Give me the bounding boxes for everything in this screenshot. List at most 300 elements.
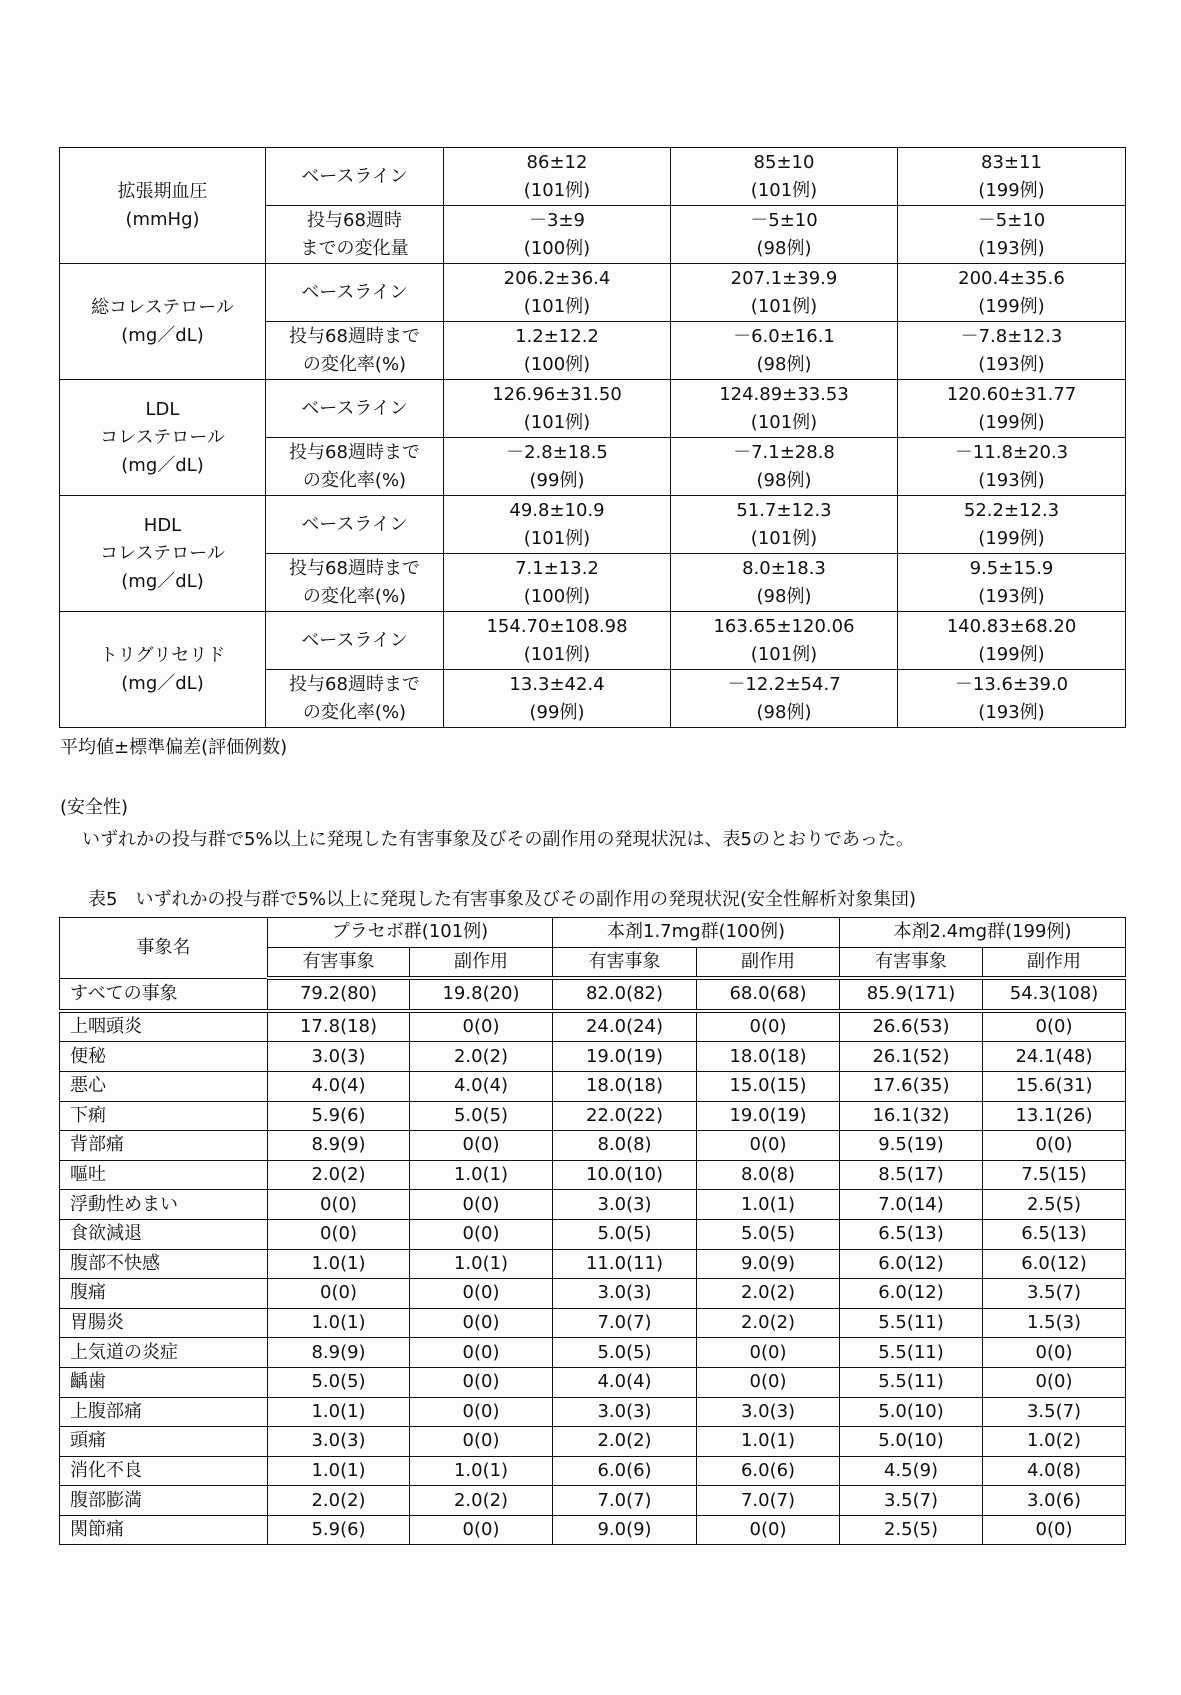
mean-sd: 52.2±12.3 xyxy=(963,499,1060,521)
cell-value: 17.6(35) xyxy=(840,1071,983,1101)
n-count: (193例) xyxy=(978,585,1045,607)
cell-value: 0(0) xyxy=(983,1338,1126,1368)
cell-value: 0(0) xyxy=(410,1279,553,1309)
cell-value: 0(0) xyxy=(697,1338,840,1368)
cell-value: 5.9(6) xyxy=(268,1515,410,1545)
cell-value: 1.0(1) xyxy=(268,1249,410,1279)
cell-value: 26.6(53) xyxy=(840,1011,983,1042)
mean-sd: 49.8±10.9 xyxy=(509,499,605,521)
cell-value: 7.0(14) xyxy=(840,1190,983,1220)
cell-value: 85.9(171) xyxy=(840,978,983,1011)
category-line: LDL xyxy=(145,398,180,420)
n-count: (101例) xyxy=(523,179,591,201)
category-line: トリグリセリド xyxy=(99,644,226,666)
cell-value: 2.5(5) xyxy=(983,1190,1126,1220)
cell-value: 3.0(6) xyxy=(983,1486,1126,1516)
mean-sd: 51.7±12.3 xyxy=(736,499,832,521)
cell-value xyxy=(671,264,898,322)
label-line: 投与68週時 xyxy=(307,209,402,231)
cell-value: 5.0(5) xyxy=(410,1101,553,1131)
table-row xyxy=(60,1279,1126,1309)
cell-value xyxy=(444,148,671,206)
cell-value: 5.5(11) xyxy=(840,1308,983,1338)
label-line: ベースライン xyxy=(301,513,408,535)
cell-value xyxy=(898,438,1126,496)
cell-value: 0(0) xyxy=(268,1219,410,1249)
measure-label xyxy=(266,264,444,322)
event-name: 腹部膨満 xyxy=(60,1486,268,1516)
section-heading-safety: (安全性) xyxy=(60,797,129,818)
cell-value xyxy=(898,554,1126,612)
category-line: コレステロール xyxy=(100,426,225,448)
cell-value: 16.1(32) xyxy=(840,1101,983,1131)
label-line: ベースライン xyxy=(301,165,408,187)
n-count: (193例) xyxy=(978,469,1045,491)
n-count: (199例) xyxy=(978,411,1045,433)
cell-value: 15.6(31) xyxy=(983,1071,1126,1101)
mean-sd: －6.0±16.1 xyxy=(733,325,835,347)
measure-label xyxy=(266,554,444,612)
all-events-row xyxy=(60,978,1126,1011)
cell-value: 3.5(7) xyxy=(983,1279,1126,1309)
cell-value: 5.5(11) xyxy=(840,1367,983,1397)
mean-sd: －7.8±12.3 xyxy=(960,325,1063,347)
category-line: (mg／dL) xyxy=(121,672,204,694)
mean-sd: －3±9 xyxy=(529,209,585,231)
cell-value: 3.0(3) xyxy=(553,1397,697,1427)
cell-value: 1.0(1) xyxy=(268,1456,410,1486)
n-count: (193例) xyxy=(978,237,1045,259)
cell-value: 6.0(12) xyxy=(983,1249,1126,1279)
cell-value: 8.5(17) xyxy=(840,1160,983,1190)
label-line: ベースライン xyxy=(301,397,408,419)
cell-value: 13.1(26) xyxy=(983,1101,1126,1131)
mean-sd: 83±11 xyxy=(981,151,1042,173)
table-row xyxy=(60,1160,1126,1190)
cell-value: 5.0(5) xyxy=(697,1219,840,1249)
category-line: (mg／dL) xyxy=(121,324,204,346)
table-row xyxy=(60,1515,1126,1545)
table-row xyxy=(60,1101,1126,1131)
cell-value: 7.0(7) xyxy=(553,1308,697,1338)
cell-value: 2.0(2) xyxy=(697,1308,840,1338)
event-name: 浮動性めまい xyxy=(60,1190,268,1220)
table-caption: 表5 いずれかの投与群で5%以上に発現した有害事象及びその副作用の発現状況(安全性解析対象集団) xyxy=(88,889,917,910)
parameter-category xyxy=(60,496,266,612)
table-row xyxy=(60,1456,1126,1486)
cell-value: 5.0(10) xyxy=(840,1427,983,1457)
event-name: 上咽頭炎 xyxy=(60,1011,268,1042)
mean-sd: 126.96±31.50 xyxy=(492,383,622,405)
cell-value: 8.0(8) xyxy=(697,1160,840,1190)
mean-sd: －13.6±39.0 xyxy=(954,673,1069,695)
table-footnote: 平均値±標準偏差(評価例数) xyxy=(60,737,288,758)
cell-value: 2.0(2) xyxy=(410,1042,553,1072)
cell-value xyxy=(898,148,1126,206)
table-row xyxy=(60,1219,1126,1249)
cell-value: 8.9(9) xyxy=(268,1338,410,1368)
cell-value xyxy=(444,206,671,264)
cell-value: 8.9(9) xyxy=(268,1131,410,1161)
event-name: 胃腸炎 xyxy=(60,1308,268,1338)
column-subheader: 有害事象 xyxy=(268,947,410,978)
header-row-groups xyxy=(60,918,1126,948)
column-subheader: 副作用 xyxy=(983,947,1126,978)
measure-label xyxy=(266,322,444,380)
cell-value: 1.0(2) xyxy=(983,1427,1126,1457)
event-name: 腹部不快感 xyxy=(60,1249,268,1279)
cell-value: 0(0) xyxy=(410,1131,553,1161)
cell-value: 54.3(108) xyxy=(983,978,1126,1011)
cell-value: 2.0(2) xyxy=(410,1486,553,1516)
event-name: すべての事象 xyxy=(60,978,268,1011)
measure-label xyxy=(266,148,444,206)
parameter-category xyxy=(60,148,266,264)
mean-sd: 8.0±18.3 xyxy=(742,557,826,579)
cell-value: 5.0(5) xyxy=(553,1338,697,1368)
n-count: (99例) xyxy=(529,469,585,491)
cell-value: 18.0(18) xyxy=(553,1071,697,1101)
cell-value: 2.0(2) xyxy=(553,1427,697,1457)
cell-value: 4.0(4) xyxy=(553,1367,697,1397)
category-line: コレステロール xyxy=(100,542,225,564)
measure-label xyxy=(266,380,444,438)
event-name: 関節痛 xyxy=(60,1515,268,1545)
cell-value: 5.0(5) xyxy=(268,1367,410,1397)
cell-value: 2.5(5) xyxy=(840,1515,983,1545)
cell-value: 0(0) xyxy=(410,1397,553,1427)
mean-sd: 85±10 xyxy=(753,151,815,173)
table-row xyxy=(60,1308,1126,1338)
cell-value: 6.0(6) xyxy=(697,1456,840,1486)
column-subheader: 有害事象 xyxy=(840,947,983,978)
cell-value xyxy=(898,322,1126,380)
n-count: (100例) xyxy=(523,585,591,607)
cell-value: 0(0) xyxy=(697,1515,840,1545)
table-row xyxy=(60,496,1126,554)
column-header-group: 本剤2.4mg群(199例) xyxy=(840,918,1126,948)
label-line: の変化率(%) xyxy=(302,353,407,375)
column-subheader: 副作用 xyxy=(410,947,553,978)
label-line: までの変化量 xyxy=(300,237,409,259)
mean-sd: 200.4±35.6 xyxy=(958,267,1065,289)
n-count: (98例) xyxy=(756,469,812,491)
table-row xyxy=(60,1131,1126,1161)
cell-value: 0(0) xyxy=(410,1219,553,1249)
table-row xyxy=(60,1427,1126,1457)
label-line: 投与68週時まで xyxy=(289,441,420,463)
cell-value: 8.0(8) xyxy=(553,1131,697,1161)
cell-value xyxy=(898,206,1126,264)
cell-value: 0(0) xyxy=(410,1308,553,1338)
n-count: (101例) xyxy=(750,527,818,549)
table-row xyxy=(60,1042,1126,1072)
cell-value: 6.5(13) xyxy=(840,1219,983,1249)
n-count: (100例) xyxy=(523,353,591,375)
column-header-event: 事象名 xyxy=(60,918,268,979)
category-line: (mg／dL) xyxy=(121,570,204,592)
cell-value: 0(0) xyxy=(410,1338,553,1368)
cell-value xyxy=(671,496,898,554)
cell-value xyxy=(671,612,898,670)
n-count: (101例) xyxy=(523,643,591,665)
cell-value: 0(0) xyxy=(983,1011,1126,1042)
n-count: (193例) xyxy=(978,353,1045,375)
n-count: (199例) xyxy=(978,527,1045,549)
cell-value: 68.0(68) xyxy=(697,978,840,1011)
n-count: (199例) xyxy=(978,179,1045,201)
cell-value: 0(0) xyxy=(410,1190,553,1220)
cell-value: 3.0(3) xyxy=(697,1397,840,1427)
cell-value: 0(0) xyxy=(410,1367,553,1397)
n-count: (100例) xyxy=(523,237,591,259)
cell-value: 1.0(1) xyxy=(697,1190,840,1220)
cell-value: 0(0) xyxy=(697,1367,840,1397)
cell-value xyxy=(898,380,1126,438)
table-row xyxy=(60,148,1126,206)
event-name: 上腹部痛 xyxy=(60,1397,268,1427)
mean-sd: －5±10 xyxy=(750,209,818,231)
n-count: (98例) xyxy=(756,585,812,607)
cell-value: 5.9(6) xyxy=(268,1101,410,1131)
mean-sd: 1.2±12.2 xyxy=(515,325,599,347)
n-count: (101例) xyxy=(523,411,591,433)
category-line: HDL xyxy=(143,514,182,536)
mean-sd: －2.8±18.5 xyxy=(506,441,608,463)
mean-sd: 163.65±120.06 xyxy=(713,615,855,637)
cell-value: 6.0(12) xyxy=(840,1249,983,1279)
n-count: (193例) xyxy=(978,701,1045,723)
column-subheader: 副作用 xyxy=(697,947,840,978)
cell-value: 9.0(9) xyxy=(697,1249,840,1279)
cell-value: 15.0(15) xyxy=(697,1071,840,1101)
cell-value: 0(0) xyxy=(268,1190,410,1220)
cell-value: 1.0(1) xyxy=(268,1308,410,1338)
event-name: 腹痛 xyxy=(60,1279,268,1309)
measure-label xyxy=(266,206,444,264)
table-row xyxy=(60,1397,1126,1427)
cell-value: 4.5(9) xyxy=(840,1456,983,1486)
cell-value xyxy=(444,670,671,728)
efficacy-table xyxy=(59,147,1126,728)
mean-sd: －5±10 xyxy=(977,209,1046,231)
mean-sd: 207.1±39.9 xyxy=(730,267,838,289)
table-row xyxy=(60,1190,1126,1220)
event-name: 下痢 xyxy=(60,1101,268,1131)
safety-paragraph: いずれかの投与群で5%以上に発現した有害事象及びその副作用の発現状況は、表5のとおりであった。 xyxy=(82,829,914,850)
n-count: (101例) xyxy=(750,179,818,201)
column-subheader: 有害事象 xyxy=(553,947,697,978)
cell-value: 1.0(1) xyxy=(410,1160,553,1190)
event-name: 悪心 xyxy=(60,1071,268,1101)
parameter-category xyxy=(60,612,266,728)
n-count: (199例) xyxy=(978,295,1045,317)
cell-value xyxy=(671,148,898,206)
cell-value: 9.5(19) xyxy=(840,1131,983,1161)
cell-value: 17.8(18) xyxy=(268,1011,410,1042)
cell-value: 3.0(3) xyxy=(268,1042,410,1072)
parameter-category xyxy=(60,264,266,380)
cell-value: 5.0(5) xyxy=(553,1219,697,1249)
cell-value: 6.5(13) xyxy=(983,1219,1126,1249)
event-name: 便秘 xyxy=(60,1042,268,1072)
cell-value: 4.0(4) xyxy=(268,1071,410,1101)
table-row xyxy=(60,1367,1126,1397)
cell-value: 3.5(7) xyxy=(840,1486,983,1516)
mean-sd: 86±12 xyxy=(526,151,588,173)
table-row xyxy=(60,380,1126,438)
label-line: 投与68週時まで xyxy=(289,557,420,579)
label-line: の変化率(%) xyxy=(302,585,407,607)
event-name: 齲歯 xyxy=(60,1367,268,1397)
cell-value xyxy=(898,612,1126,670)
table-row xyxy=(60,1486,1126,1516)
label-line: 投与68週時まで xyxy=(289,325,420,347)
mean-sd: 206.2±36.4 xyxy=(503,267,611,289)
cell-value: 0(0) xyxy=(410,1515,553,1545)
cell-value xyxy=(671,206,898,264)
cell-value: 9.0(9) xyxy=(553,1515,697,1545)
cell-value: 3.5(7) xyxy=(983,1397,1126,1427)
cell-value: 5.0(10) xyxy=(840,1397,983,1427)
column-header-group: 本剤1.7mg群(100例) xyxy=(553,918,840,948)
cell-value: 1.5(3) xyxy=(983,1308,1126,1338)
category-line: (mmHg) xyxy=(125,208,200,230)
mean-sd: 9.5±15.9 xyxy=(969,557,1054,579)
category-line: 拡張期血圧 xyxy=(117,180,208,202)
cell-value: 22.0(22) xyxy=(553,1101,697,1131)
mean-sd: 140.83±68.20 xyxy=(946,615,1077,637)
cell-value xyxy=(444,438,671,496)
cell-value: 1.0(1) xyxy=(410,1456,553,1486)
cell-value: 3.0(3) xyxy=(268,1427,410,1457)
cell-value: 11.0(11) xyxy=(553,1249,697,1279)
table-row xyxy=(60,1249,1126,1279)
cell-value xyxy=(671,554,898,612)
cell-value: 4.0(4) xyxy=(410,1071,553,1101)
event-name: 頭痛 xyxy=(60,1427,268,1457)
cell-value: 1.0(1) xyxy=(268,1397,410,1427)
cell-value: 5.5(11) xyxy=(840,1338,983,1368)
mean-sd: －11.8±20.3 xyxy=(954,441,1069,463)
mean-sd: －12.2±54.7 xyxy=(727,673,841,695)
table-row xyxy=(60,1338,1126,1368)
n-count: (101例) xyxy=(750,643,818,665)
cell-value xyxy=(671,670,898,728)
cell-value: 2.0(2) xyxy=(697,1279,840,1309)
parameter-category xyxy=(60,380,266,496)
cell-value xyxy=(898,496,1126,554)
table-row xyxy=(60,612,1126,670)
mean-sd: 13.3±42.4 xyxy=(509,673,605,695)
cell-value: 10.0(10) xyxy=(553,1160,697,1190)
cell-value: 4.0(8) xyxy=(983,1456,1126,1486)
event-name: 上気道の炎症 xyxy=(60,1338,268,1368)
cell-value: 7.0(7) xyxy=(697,1486,840,1516)
cell-value: 19.0(19) xyxy=(553,1042,697,1072)
cell-value: 18.0(18) xyxy=(697,1042,840,1072)
cell-value xyxy=(671,438,898,496)
category-line: (mg／dL) xyxy=(121,454,204,476)
label-line: ベースライン xyxy=(301,629,408,651)
cell-value: 19.8(20) xyxy=(410,978,553,1011)
cell-value: 0(0) xyxy=(410,1427,553,1457)
n-count: (98例) xyxy=(756,701,812,723)
n-count: (199例) xyxy=(978,643,1045,665)
event-name: 食欲減退 xyxy=(60,1219,268,1249)
cell-value xyxy=(444,496,671,554)
label-line: の変化率(%) xyxy=(302,701,407,723)
cell-value xyxy=(898,670,1126,728)
n-count: (98例) xyxy=(756,237,812,259)
cell-value xyxy=(898,264,1126,322)
cell-value xyxy=(671,380,898,438)
category-line: 総コレステロール xyxy=(91,296,234,318)
cell-value: 0(0) xyxy=(983,1131,1126,1161)
table-row xyxy=(60,1071,1126,1101)
event-name: 背部痛 xyxy=(60,1131,268,1161)
cell-value: 19.0(19) xyxy=(697,1101,840,1131)
measure-label xyxy=(266,438,444,496)
cell-value: 0(0) xyxy=(983,1367,1126,1397)
label-line: の変化率(%) xyxy=(302,469,407,491)
cell-value: 1.0(1) xyxy=(410,1249,553,1279)
n-count: (101例) xyxy=(523,527,591,549)
cell-value: 26.1(52) xyxy=(840,1042,983,1072)
event-name: 嘔吐 xyxy=(60,1160,268,1190)
cell-value xyxy=(444,612,671,670)
cell-value: 24.0(24) xyxy=(553,1011,697,1042)
cell-value: 7.0(7) xyxy=(553,1486,697,1516)
column-header-group: プラセボ群(101例) xyxy=(268,918,553,948)
cell-value: 0(0) xyxy=(697,1011,840,1042)
measure-label xyxy=(266,612,444,670)
cell-value: 2.0(2) xyxy=(268,1160,410,1190)
cell-value: 6.0(12) xyxy=(840,1279,983,1309)
n-count: (98例) xyxy=(756,353,812,375)
measure-label xyxy=(266,496,444,554)
n-count: (101例) xyxy=(750,295,818,317)
cell-value: 7.5(15) xyxy=(983,1160,1126,1190)
cell-value: 3.0(3) xyxy=(553,1190,697,1220)
cell-value: 0(0) xyxy=(983,1515,1126,1545)
n-count: (99例) xyxy=(529,701,585,723)
cell-value: 82.0(82) xyxy=(553,978,697,1011)
cell-value: 0(0) xyxy=(268,1279,410,1309)
mean-sd: －7.1±28.8 xyxy=(733,441,835,463)
cell-value: 1.0(1) xyxy=(697,1427,840,1457)
mean-sd: 124.89±33.53 xyxy=(719,383,849,405)
cell-value: 0(0) xyxy=(697,1131,840,1161)
cell-value: 3.0(3) xyxy=(553,1279,697,1309)
cell-value xyxy=(444,380,671,438)
mean-sd: 7.1±13.2 xyxy=(515,557,599,579)
table-row xyxy=(60,1011,1126,1042)
n-count: (101例) xyxy=(523,295,591,317)
cell-value: 0(0) xyxy=(410,1011,553,1042)
table-row xyxy=(60,264,1126,322)
label-line: 投与68週時まで xyxy=(289,673,420,695)
mean-sd: 120.60±31.77 xyxy=(946,383,1077,405)
cell-value: 79.2(80) xyxy=(268,978,410,1011)
n-count: (101例) xyxy=(750,411,818,433)
cell-value: 2.0(2) xyxy=(268,1486,410,1516)
adverse-events-table xyxy=(59,917,1126,1545)
measure-label xyxy=(266,670,444,728)
cell-value xyxy=(671,322,898,380)
label-line: ベースライン xyxy=(301,281,408,303)
cell-value xyxy=(444,554,671,612)
